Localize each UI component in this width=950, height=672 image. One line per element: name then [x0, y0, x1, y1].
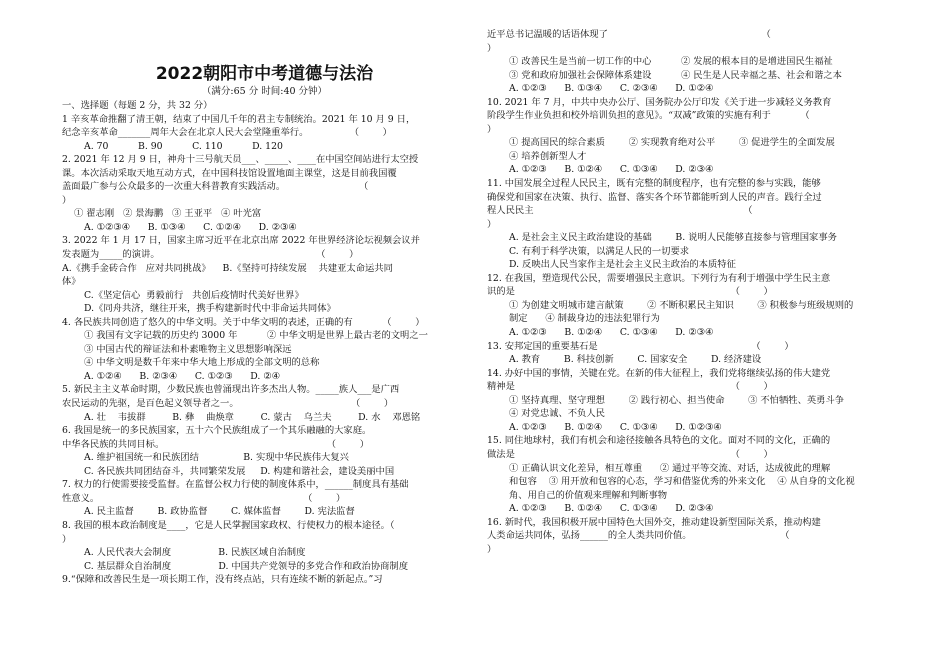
text-line: A. 人民代表大会制度 B. 民族区域自治制度 [84, 547, 306, 559]
text-line: ① 我国有文字记载的历史约 3000 年 ② 中华文明是世界上最古老的文明之一 [84, 330, 428, 342]
text-line: A. ①②③ B. ①③④ C. ②③④ D. ①②④ [509, 83, 714, 95]
text-line: 8. 我国的根本政治制度是____，它是人民掌握国家政权、行使权力的根本途径。（ [62, 519, 395, 531]
text-line: A. 壮 韦拔群 B. 彝 曲焕章 C. 蒙古 乌兰夫 D. 水 邓恩铭 [84, 411, 421, 423]
text-line: 纪念辛亥革命_______周年大会在北京人民大会堂隆重举行。 （ ） [62, 127, 392, 139]
text-line: 做法是 （ ） [487, 448, 773, 460]
text-line: 9.“保障和改善民生是一项长期工作，没有终点站，只有连续不断的新起点。”习 [62, 574, 383, 586]
text-line: A. ①②③ B. ①②④ C. ①③④ D. ②③④ [509, 503, 714, 515]
text-line: 6. 我国是统一的多民族国家，五十六个民族组成了一个其乐融融的大家庭。 [62, 425, 372, 437]
text-line: 体》 [62, 276, 81, 288]
text-line: ④ 培养创新型人才 [509, 150, 587, 162]
text-line: D. 反映出人民当家作主是社会主义民主政治的本质特征 [509, 259, 736, 271]
text-line: ） [487, 123, 497, 135]
text-line: ④ 中华文明是数千年来中华大地上形成的全部文明的总称 [84, 357, 320, 369]
text-line: 13. 安邦定国的重要基石是 （ ） [487, 340, 794, 352]
text-line: 7. 权力的行使需要接受监督。在监督公权力行使的制度体系中，______制度具有基础 [62, 479, 409, 491]
text-line: 确保党和国家在决策、执行、监督、落实各个环节都能听到人民的声音。践行全过 [487, 191, 822, 203]
text-line: ① 提高国民的综合素质 ② 实现教育绝对公平 ③ 促进学生的全面发展 [509, 137, 835, 149]
text-line: 农民运动的先驱，是百色起义领导者之一。 （ ） [62, 398, 394, 410]
text-line: 近平总书记温暖的话语体现了 （ [487, 29, 771, 40]
text-line: 5. 新民主主义革命时期，少数民族也曾涌现出许多杰出人物。_____族人___是广西 [62, 384, 400, 396]
text-line: C. 有利于科学决策，以满足人民的一切要求 [509, 245, 690, 257]
text-line: A. 民主监督 B. 政协监督 C. 媒体监督 D. 宪法监督 [84, 506, 355, 518]
text-line: A. ①②③④ B. ①③④ C. ①②④ D. ②③④ [84, 221, 297, 233]
text-line: A. 是社会主义民主政治建设的基础 B. 说明人民能够直接参与管理国家事务 [509, 232, 837, 244]
text-line: C.《坚定信心 勇毅前行 共创后疫情时代美好世界》 [84, 289, 304, 301]
text-line: C. 各民族共同团结奋斗，共同繁荣发展 D. 构建和谐社会，建设美丽中国 [84, 465, 395, 477]
text-line: 人类命运共同体，弘扬______的全人类共同价值。 （ [487, 530, 790, 542]
text-line: 11. 中国发展全过程人民民主，既有完整的制度程序，也有完整的参与实践，能够 [487, 178, 821, 190]
text-line: 14. 办好中国的事情，关键在党。在新的伟大征程上，我们党将继续弘扬的伟大建党 [487, 367, 831, 379]
text-line: 4. 各民族共同创造了悠久的中华文明。关于中华文明的表述，正确的有 （ ） [62, 316, 425, 328]
text-line: A. ①②③ B. ①②④ C. ①③④ D. ②③④ [509, 327, 714, 339]
text-line: ① 正确认识文化差异，相互尊重 ② 通过平等交流、对话，达成彼此的理解 [509, 462, 831, 474]
text-line: A.《携手金砖合作 应对共同挑战》 B.《坚持可持续发展 共建亚太命运共同 [62, 262, 393, 274]
text-line: ） [487, 543, 497, 555]
text-line: ） [62, 533, 72, 545]
text-line: 15. 同住地球村，我们有机会和途径接触各具特色的文化。面对不同的文化，正确的 [487, 435, 831, 447]
text-line: 性意义。 （ ） [62, 492, 346, 504]
text-line: 中华各民族的共同目标。 （ ） [62, 438, 370, 450]
text-line: A. 教育 B. 科技创新 C. 国家安全 D. 经济建设 [509, 354, 762, 366]
text-line: 角、用自己的价值观来理解和判断事物 [509, 489, 668, 501]
text-line: ① 改善民生是当前一切工作的中心 ② 发展的根本目的是增进国民生福祉 [509, 56, 833, 68]
left-column [62, 0, 467, 672]
text-line: 识的是 （ ） [487, 286, 773, 298]
text-line: 程人民民主 （ [487, 205, 753, 217]
text-line: ① 翟志刚 ② 景海鹏 ③ 王亚平 ④ 叶光富 [74, 208, 262, 220]
text-line: 10. 2021 年 7 月，中共中央办公厅、国务院办公厅印发《关于进一步减轻义务教育 [487, 96, 832, 108]
page-title: 2022朝阳市中考道德与法治 [155, 64, 374, 84]
text-line: ① 坚持真理、坚守理想 ② 践行初心、担当使命 ③ 不怕牺牲、英勇斗争 [509, 394, 845, 406]
text-line: A. 70 B. 90 C. 110 D. 120 [84, 140, 283, 152]
text-line: 发表题为_____的演讲。 （ ） [62, 249, 359, 261]
text-line: ④ 对党忠诚、不负人民 [509, 408, 605, 420]
text-line: ） [487, 42, 497, 54]
text-line: C. 基层群众自治制度 D. 中国共产党领导的多党合作和政治协商制度 [84, 560, 409, 572]
text-line: A. ①②③ B. ①②④ C. ①③④ D. ②③④ [509, 164, 714, 176]
text-line: ③ 中国古代的辩证法和朴素唯物主义思想影响深远 [84, 343, 292, 355]
left-question-list [62, 99, 467, 587]
text-line: 制定 ④ 制裁身边的违法犯罪行为 [509, 313, 660, 325]
text-line: D.《同舟共济，继往开来，携手构建新时代中非命运共同体》 [84, 303, 336, 315]
text-line: 课。本次活动采取天地互动方式，在中国科技馆设置地面主课堂，这是目前我国覆 [62, 167, 397, 179]
text-line: 盖面最广参与公众最多的一次重大科普教育实践活动。 （ [62, 181, 369, 193]
text-line: 16. 新时代，我国积极开展中国特色大国外交，推动建设新型国际关系，推动构建 [487, 516, 821, 528]
text-line: 和包容 ③ 用开放和包容的心态，学习和借鉴优秀的外来文化 ④ 从自身的文化视 [509, 476, 855, 488]
text-line: 阶段学生作业负担和校外培训负担的意见》。“双减”政策的实施有利于 （ [487, 110, 810, 122]
right-column [487, 0, 887, 672]
text-line: A. 维护祖国统一和民族团结 B. 实现中华民族伟大复兴 [84, 452, 349, 464]
exam-info: （满分:65 分 时间:40 分钟） [201, 86, 328, 97]
text-line: 12. 在我国，塑造现代公民，需要增强民主意识。下列行为有利于增强中学生民主意 [487, 272, 831, 284]
text-line: A. ①②③ B. ①②④ C. ①③④ D. ①②③④ [509, 421, 722, 433]
text-line: ① 为创建文明城市建言献策 ② 不断积累民主知识 ③ 积极参与班级规则的 [509, 299, 854, 311]
text-line: ③ 党和政府加强社会保障体系建设 ④ 民生是人民幸福之基、社会和谐之本 [509, 69, 842, 81]
text-line: ） [487, 218, 497, 230]
text-line: 一、选择题（每题 2 分，共 32 分） [62, 100, 213, 111]
text-line: 3. 2022 年 1 月 17 日，国家主席习近平在北京出席 2022 年世界经济论坛视频会议并 [62, 235, 420, 247]
text-line: 精神是 （ ） [487, 381, 773, 393]
text-line: A. ①②④ B. ②③④ C. ①②③ D. ②④ [84, 370, 280, 382]
text-line: 2. 2021 年 12 月 9 日，神舟十三号航天员___、_____、____在中国空间站进行太空授 [62, 154, 419, 166]
text-line: 1 辛亥革命推翻了清王朝，结束了中国几千年的君主专制统治。2021 年 10 月 9 日， [62, 113, 416, 125]
text-line: ） [62, 194, 72, 206]
right-question-list [487, 28, 887, 556]
